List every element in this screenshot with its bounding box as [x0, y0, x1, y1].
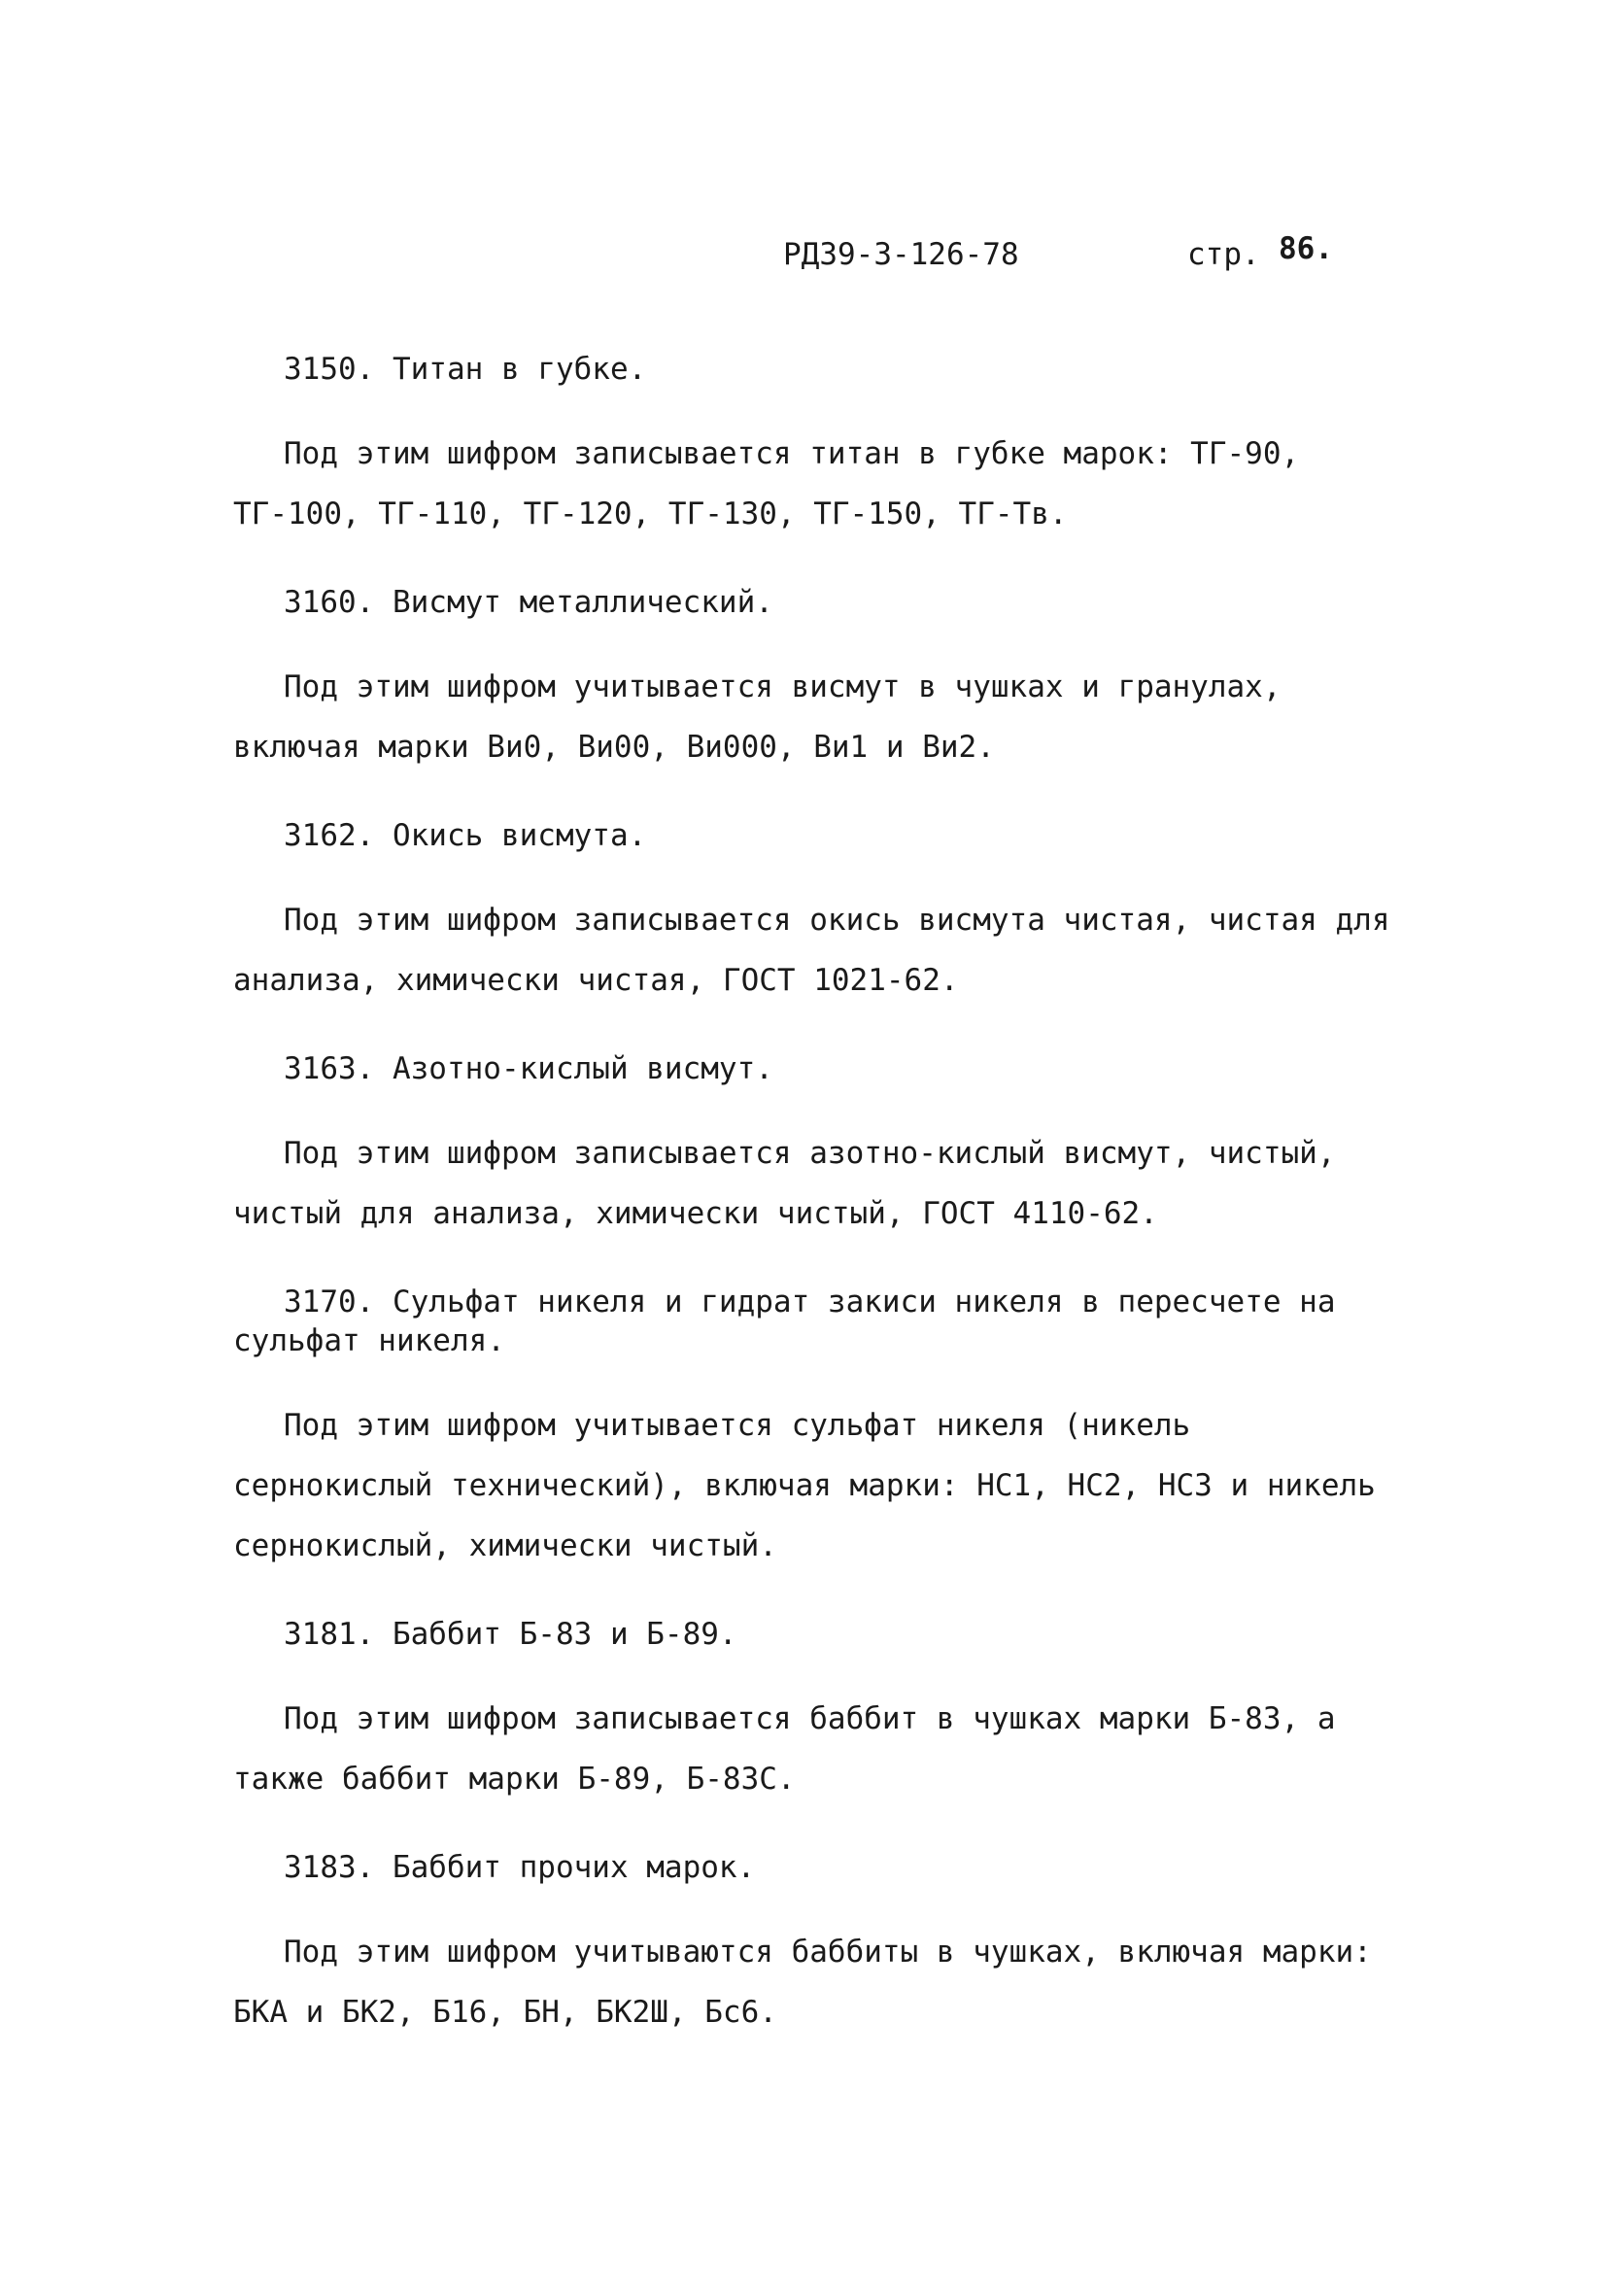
section-title: 3162. Окись висмута.: [284, 818, 647, 853]
section-text: Под этим шифром записывается азотно-кислый висмут, чистый, чистый для анализа, химически чистый, ГОСТ 4110-62.: [233, 1136, 1336, 1231]
section-text: Под этим шифром учитывается висмут в чушках и гранулах, включая марки Ви0, Ви00, Ви000, Ви1 и Ви2.: [233, 669, 1282, 765]
page-number: 86.: [1279, 231, 1333, 266]
section-text: Под этим шифром записывается титан в губке марок: ТГ-90, ТГ-100, ТГ-110, ТГ-120, ТГ-130, ТГ-150, ТГ-Тв.: [233, 436, 1300, 531]
section-title: 3150. Титан в губке.: [284, 352, 647, 387]
section-text: Под этим шифром учитываются баббиты в чушках, включая марки: БКА и БК2, Б16, БН, БК2Ш, Бс6.: [233, 1935, 1372, 2030]
section-title: 3160. Висмут металлический.: [284, 585, 773, 620]
section-title: 3170. Сульфат никеля и гидрат закиси никеля в пересчете на сульфат никеля.: [233, 1285, 1336, 1358]
section-3160: [233, 583, 1399, 777]
page-label: стр.: [1187, 237, 1260, 272]
section-text: Под этим шифром учитывается сульфат никеля (никель сернокислый технический), включая марки: НС1, НС2, НС3 и никель сернокислый, химически чистый.: [233, 1408, 1376, 1563]
section-3170: [233, 1283, 1399, 1576]
section-title: 3163. Азотно-кислый висмут.: [284, 1051, 773, 1086]
section-3181: [233, 1615, 1399, 1809]
document-body: [233, 350, 1399, 2081]
section-3150: [233, 350, 1399, 544]
section-title: 3181. Баббит Б-83 и Б-89.: [284, 1617, 737, 1652]
section-3163: [233, 1049, 1399, 1244]
section-text: Под этим шифром записывается баббит в чушках марки Б-83, а также баббит марки Б-89, Б-83С.: [233, 1701, 1336, 1797]
document-code: РД39-3-126-78: [783, 237, 1019, 272]
section-text: Под этим шифром записывается окись висмута чистая, чистая для анализа, химически чистая, ГОСТ 1021-62.: [233, 903, 1390, 998]
section-3183: [233, 1848, 1399, 2042]
section-title: 3183. Баббит прочих марок.: [284, 1850, 756, 1885]
section-3162: [233, 816, 1399, 1011]
